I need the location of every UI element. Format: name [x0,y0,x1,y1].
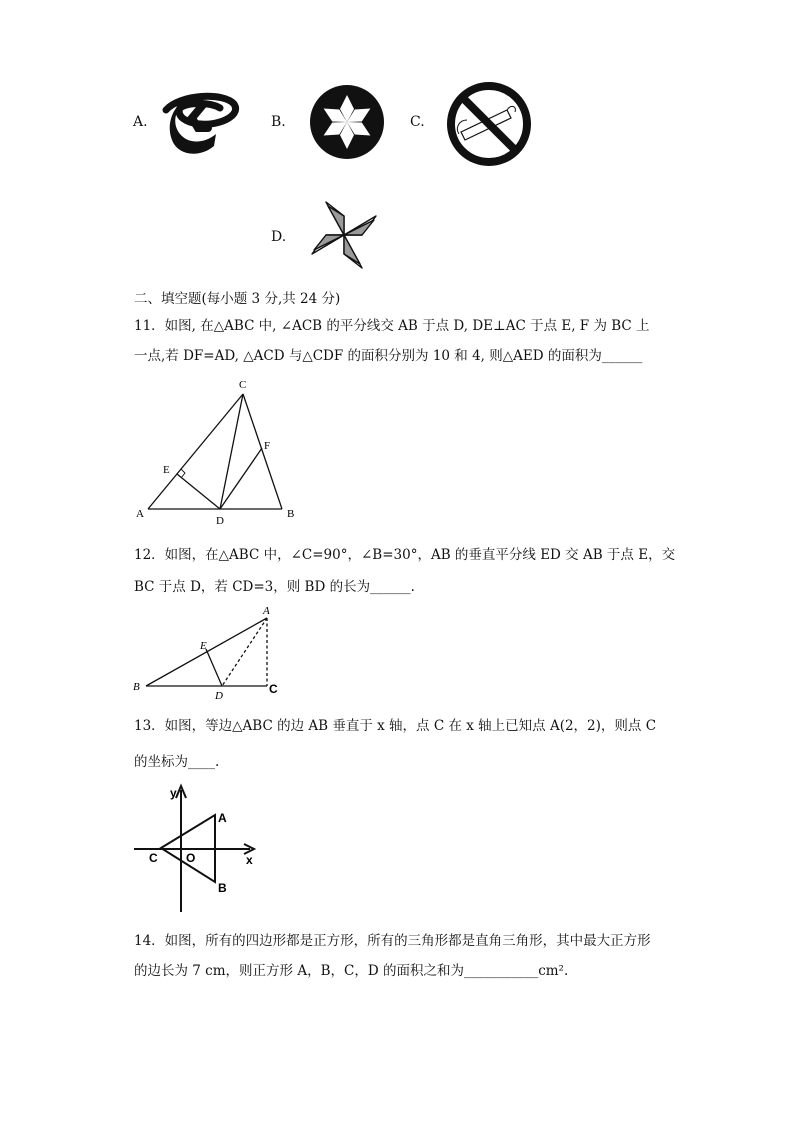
q13-label-c: C [149,851,158,865]
option-b-label: B. [271,114,286,130]
q12-label-a: A [263,605,270,617]
q11-text-line2: 一点,若 DF=AD, △ACD 与△CDF 的面积分别为 10 和 4, 则△AED 的面积为______ [134,348,643,364]
q11-text-line1: 11．如图, 在△ABC 中, ∠ACB 的平分线交 AB 于点 D, DE⊥AC 于点 E, F 为 BC 上 [134,318,650,334]
q11-label-e: E [163,464,170,476]
q11-label-d: D [216,515,224,527]
q11-triangle-figure [130,375,310,525]
q12-text-line2: BC 于点 D，若 CD=3，则 BD 的长为______. [134,579,415,595]
q11-label-f: F [264,440,271,452]
q13-coordinate-figure [130,780,270,920]
q12-label-b: B [133,681,140,693]
q12-text-line1: 12．如图，在△ABC 中，∠C=90°，∠B=30°，AB 的垂直平分线 ED 交 AB 于点 E，交 [134,547,676,563]
q11-label-a: A [136,508,144,520]
q14-text-line2: 的边长为 7 cm，则正方形 A，B，C，D 的面积之和为___________cm². [134,963,569,979]
no-smoking-sign-icon [445,80,533,168]
q12-label-c: C [269,682,278,696]
q13-axis-y-label: y [170,786,177,800]
q13-label-a: A [218,811,227,825]
option-d-label: D. [271,229,287,245]
q12-label-d: D [215,690,223,702]
q12-label-e: E [200,640,207,652]
option-a-label: A. [133,114,148,130]
q12-right-triangle-figure [130,603,290,703]
snowflake-emblem-icon [309,84,385,160]
q14-text-line1: 14．如图，所有的四边形都是正方形，所有的三角形都是直角三角形，其中最大正方形 [134,933,651,949]
q11-label-c: C [239,379,247,391]
option-c-label: C. [410,114,425,130]
q13-label-b: B [218,881,227,895]
q13-text-line2: 的坐标为____. [134,754,220,770]
telecom-logo-icon [158,88,240,160]
q13-label-o: O [186,851,196,865]
q11-label-b: B [287,508,295,520]
pinwheel-icon [308,198,380,272]
q13-axis-x-label: x [246,853,253,867]
q13-text-line1: 13．如图，等边△ABC 的边 AB 垂直于 x 轴，点 C 在 x 轴上已知点 A(2，2)，则点 C [134,718,657,734]
section-heading: 二、填空题(每小题 3 分,共 24 分) [134,291,341,307]
